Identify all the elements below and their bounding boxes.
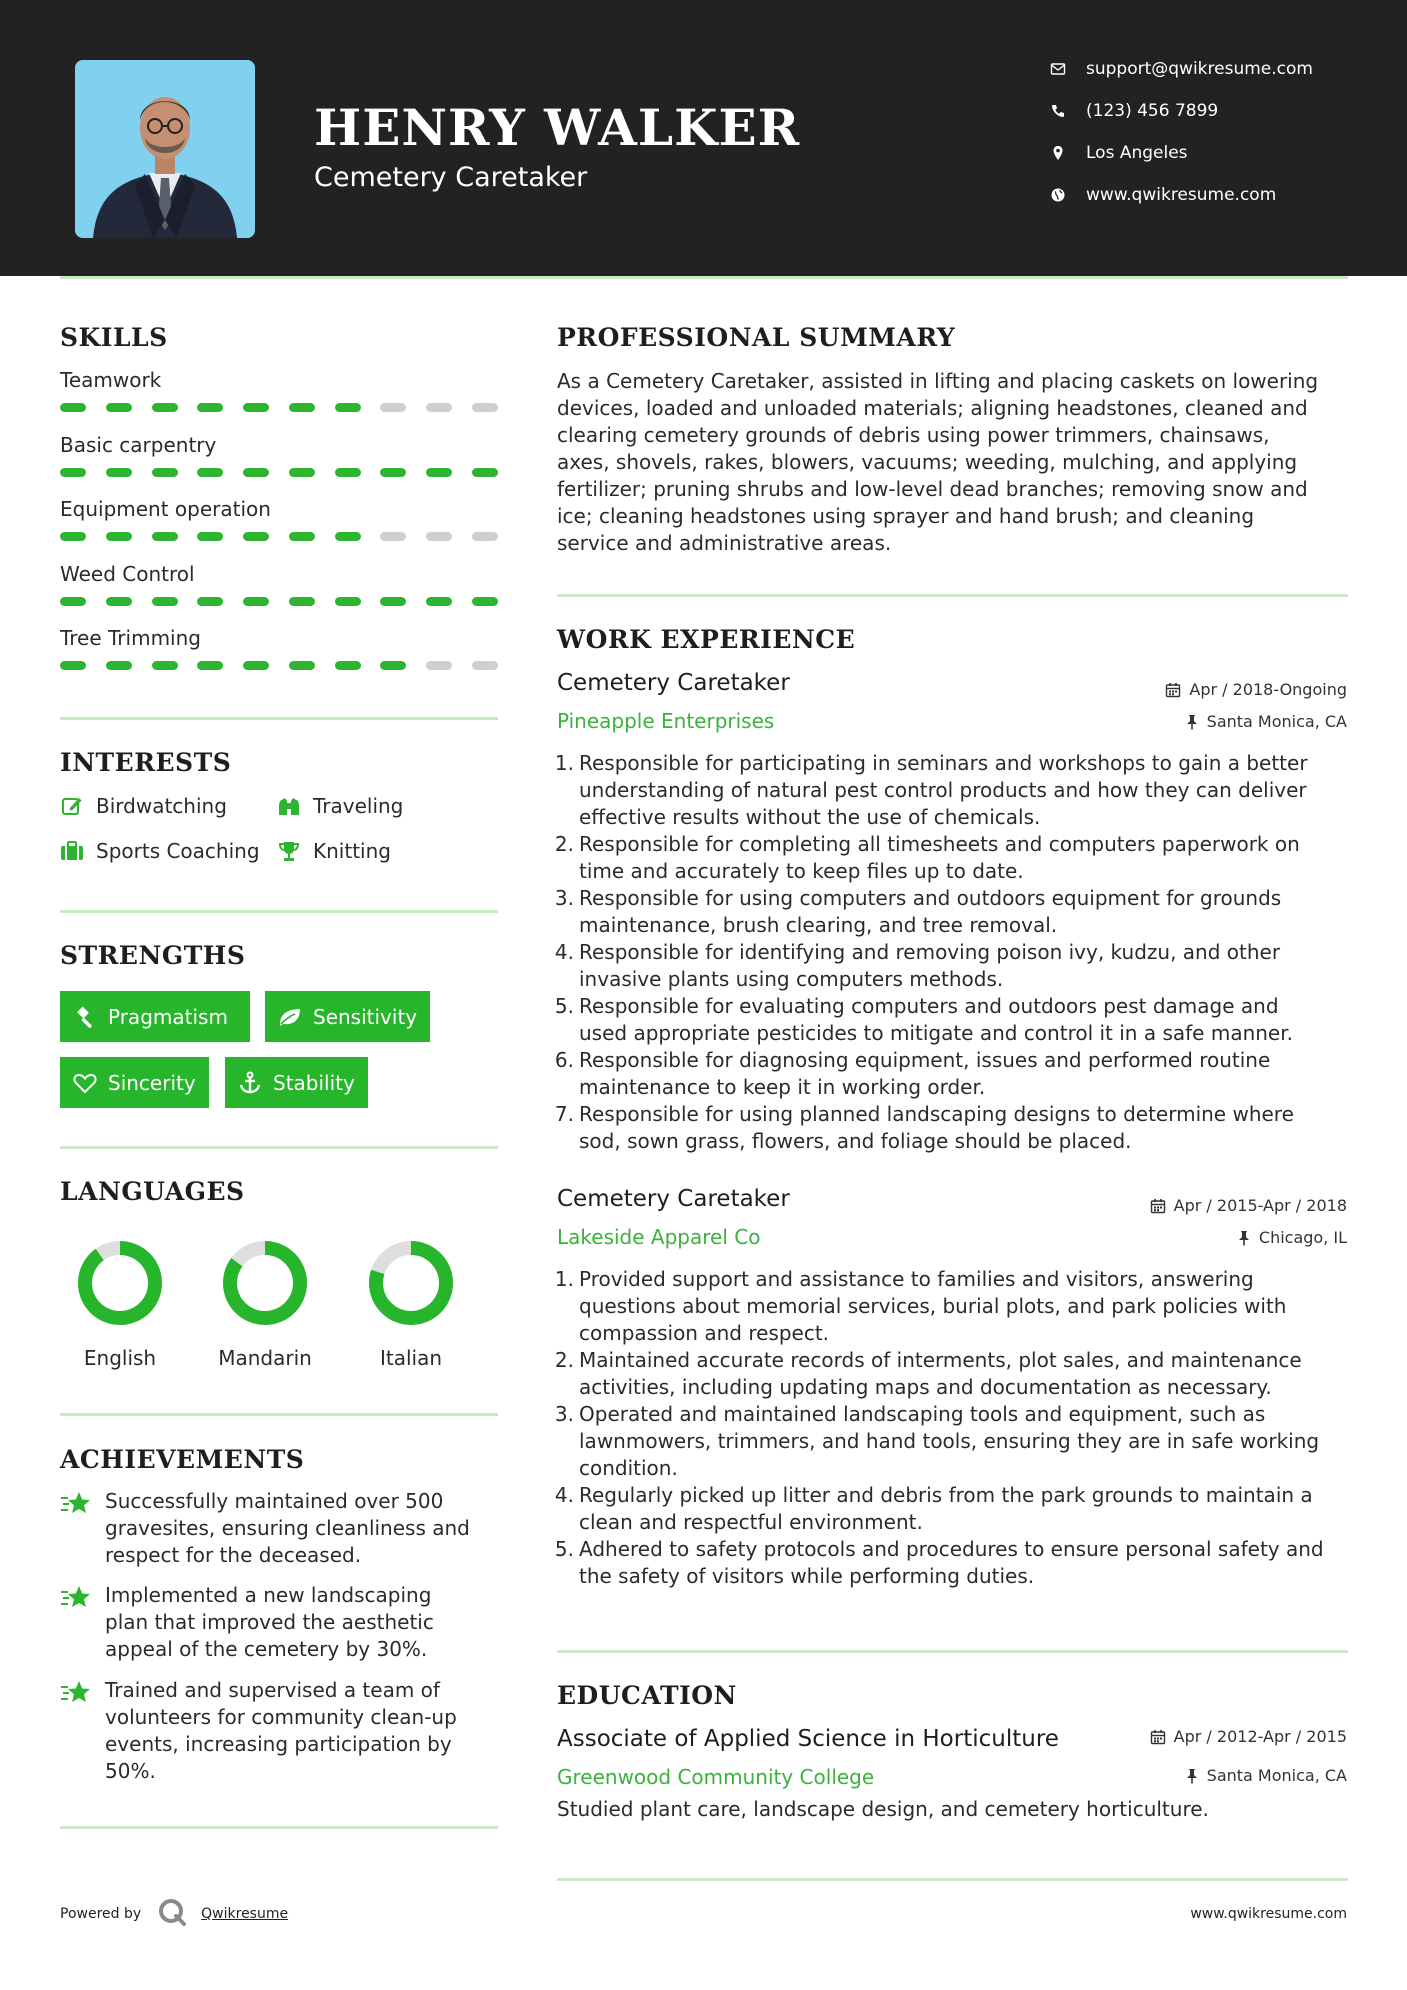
achievement-text-line: events, increasing participation by xyxy=(105,1732,452,1756)
summary-line: service and administrative areas. xyxy=(557,531,892,555)
job-location-text: Santa Monica, CA xyxy=(1206,712,1347,731)
duty-number: 3. xyxy=(554,886,574,910)
skill-level-segment xyxy=(106,532,132,541)
strength-badge xyxy=(225,1057,368,1108)
summary-title: PROFESSIONAL SUMMARY xyxy=(557,323,956,352)
language-level-ring xyxy=(220,1238,310,1328)
envelope-icon xyxy=(1050,61,1066,77)
achievement-text-line: gravesites, ensuring cleanliness and xyxy=(105,1516,470,1540)
duty-text-line: maintenance, brush clearing, and tree removal. xyxy=(579,913,1058,937)
duty-text-line: Provided support and assistance to families and visitors, answering xyxy=(579,1267,1254,1291)
strength-badge xyxy=(60,991,250,1042)
duty-text-line: condition. xyxy=(579,1456,678,1480)
skill-level-segment xyxy=(106,661,132,670)
achievement-text-line: Trained and supervised a team of xyxy=(105,1678,440,1702)
achievement-item xyxy=(60,1488,500,1569)
duty-text-line: compassion and respect. xyxy=(579,1321,830,1345)
achievement-text-line: appeal of the cemetery by 30%. xyxy=(105,1637,428,1661)
profile-photo xyxy=(75,60,255,238)
contact-email[interactable] xyxy=(1050,59,1313,79)
footer-website[interactable]: www.qwikresume.com xyxy=(1190,1906,1347,1922)
duty-text-line: Responsible for evaluating computers and outdoors pest damage and xyxy=(579,994,1279,1018)
interest-label: Traveling xyxy=(313,794,404,818)
language-ring-fill xyxy=(85,1248,155,1318)
education-dates-text: Apr / 2012-Apr / 2015 xyxy=(1173,1727,1347,1746)
contact-email-text: support@qwikresume.com xyxy=(1086,59,1313,79)
education-title: EDUCATION xyxy=(557,1681,737,1710)
skill-level-segment xyxy=(289,532,315,541)
skill-level-segment xyxy=(289,468,315,477)
skill-level-segment xyxy=(152,661,178,670)
skill-level-segment xyxy=(426,597,452,606)
section-divider xyxy=(60,717,498,720)
skill-name: Equipment operation xyxy=(60,497,271,521)
duty-item xyxy=(553,1266,1353,1347)
duty-text-line: lawnmowers, trimmers, and hand tools, ensuring they are in safe working xyxy=(579,1429,1320,1453)
duty-text-line: understanding of natural pest control products and how they can deliver xyxy=(579,778,1307,802)
interest-item xyxy=(277,839,391,863)
duty-text-line: Responsible for identifying and removing poison ivy, kudzu, and other xyxy=(579,940,1281,964)
duty-text xyxy=(579,885,1281,939)
duty-text-line: Responsible for using planned landscaping designs to determine where xyxy=(579,1102,1294,1126)
candidate-role: Cemetery Caretaker xyxy=(314,162,588,193)
achievement-text-line: 50%. xyxy=(105,1759,156,1783)
duty-text-line: time and accurately to keep files up to date. xyxy=(579,859,1024,883)
duty-item xyxy=(553,1101,1353,1155)
skill-level-segment xyxy=(197,661,223,670)
education-dates xyxy=(1150,1727,1347,1746)
skill-level-segment xyxy=(426,403,452,412)
star-icon xyxy=(60,1584,92,1614)
contact-phone-text: (123) 456 7899 xyxy=(1086,101,1219,121)
duty-text-line: Operated and maintained landscaping tools and equipment, such as xyxy=(579,1402,1266,1426)
duty-number: 1. xyxy=(554,751,574,775)
duty-item xyxy=(553,1482,1353,1536)
skill-level-segment xyxy=(335,532,361,541)
language-level-ring xyxy=(75,1238,165,1328)
school-name: Greenwood Community College xyxy=(557,1765,875,1789)
strengths-title: STRENGTHS xyxy=(60,941,246,970)
duty-number: 6. xyxy=(554,1048,574,1072)
section-divider xyxy=(557,1878,1348,1881)
qwikresume-link[interactable]: Qwikresume xyxy=(201,1906,289,1922)
interest-label: Sports Coaching xyxy=(96,839,260,863)
duty-item xyxy=(553,1047,1353,1101)
education-location xyxy=(1185,1766,1347,1785)
language-item xyxy=(205,1238,325,1370)
professional-summary xyxy=(557,368,1347,557)
duty-text-line: Responsible for participating in seminars and workshops to gain a better xyxy=(579,751,1308,775)
achievement-text-line: plan that improved the aesthetic xyxy=(105,1610,434,1634)
duty-text-line: Responsible for diagnosing equipment, issues and performed routine xyxy=(579,1048,1271,1072)
qwikresume-logo-icon xyxy=(157,1897,187,1931)
skill-level-segment xyxy=(243,532,269,541)
skill-level-segment xyxy=(197,532,223,541)
skill-level-segment xyxy=(335,661,361,670)
language-name: Mandarin xyxy=(218,1346,312,1370)
skill-name: Tree Trimming xyxy=(60,626,201,650)
skill-name: Basic carpentry xyxy=(60,432,217,457)
skill-level-segment xyxy=(426,661,452,670)
briefcase-icon xyxy=(60,839,84,863)
section-divider xyxy=(557,1650,1348,1653)
interest-label: Knitting xyxy=(313,839,391,863)
duty-text-line: Adhered to safety protocols and procedures to ensure personal safety and xyxy=(579,1537,1324,1561)
interest-item xyxy=(60,839,260,863)
summary-line: ice; cleaning headstones using sprayer and hand brush; and cleaning xyxy=(557,504,1255,528)
contact-location-text: Los Angeles xyxy=(1086,143,1188,163)
duty-text-line: the safety of visitors while performing duties. xyxy=(579,1564,1035,1588)
interest-item xyxy=(277,794,403,818)
languages-title: LANGUAGES xyxy=(60,1177,245,1206)
interest-item xyxy=(60,794,227,818)
summary-line: As a Cemetery Caretaker, assisted in lifting and placing caskets on lowering xyxy=(557,369,1319,393)
duty-text xyxy=(579,1347,1302,1401)
duty-number: 2. xyxy=(554,832,574,856)
skill-level-segment xyxy=(60,532,86,541)
skill-level-segment xyxy=(289,403,315,412)
summary-line: axes, shovels, rakes, blowers, vacuums; weeding, mulching, and applying xyxy=(557,450,1298,474)
job-title: Cemetery Caretaker xyxy=(557,670,790,696)
duty-number: 2. xyxy=(554,1348,574,1372)
duty-text xyxy=(579,1536,1324,1590)
calendar-icon xyxy=(1165,682,1181,698)
section-divider xyxy=(557,594,1348,597)
candidate-name: HENRY WALKER xyxy=(314,98,801,157)
job-duties xyxy=(553,750,1353,1155)
map-pin-icon xyxy=(1050,145,1066,161)
duty-item xyxy=(553,939,1353,993)
job-dates xyxy=(1150,1196,1347,1215)
duty-text-line: Regularly picked up litter and debris from the park grounds to maintain a xyxy=(579,1483,1313,1507)
calendar-icon xyxy=(1150,1198,1166,1214)
duty-text xyxy=(579,939,1280,993)
skill-level-segment xyxy=(380,597,406,606)
trophy-icon xyxy=(277,839,301,863)
contact-location xyxy=(1050,143,1188,163)
duty-text-line: Responsible for using computers and outdoors equipment for grounds xyxy=(579,886,1282,910)
summary-line: clearing cemetery grounds of debris using power trimmers, chainsaws, xyxy=(557,423,1270,447)
work-experience-title: WORK EXPERIENCE xyxy=(557,625,856,654)
skill-level-segment xyxy=(243,661,269,670)
contact-phone[interactable] xyxy=(1050,101,1218,121)
duty-text xyxy=(579,1101,1294,1155)
skill-level-segment xyxy=(335,403,361,412)
duty-item xyxy=(553,750,1353,831)
duty-text xyxy=(579,1401,1319,1482)
skill-level-segment xyxy=(472,403,498,412)
duty-text xyxy=(579,750,1308,831)
duty-text-line: questions about memorial services, burial plots, and park policies with xyxy=(579,1294,1287,1318)
duty-item xyxy=(553,1401,1353,1482)
skill-level-bar xyxy=(60,403,498,412)
interests-title: INTERESTS xyxy=(60,748,232,777)
skill-level-segment xyxy=(380,468,406,477)
skill-name: Weed Control xyxy=(60,561,195,586)
skill-level-segment xyxy=(243,468,269,477)
skill-level-segment xyxy=(335,597,361,606)
achievement-text-line: respect for the deceased. xyxy=(105,1543,362,1567)
job-location xyxy=(1185,712,1347,731)
strength-label: Sensitivity xyxy=(313,1004,418,1029)
skill-level-segment xyxy=(106,403,132,412)
duty-text-line: invasive plants using computers methods. xyxy=(579,967,1004,991)
duty-text xyxy=(579,1047,1270,1101)
skill-level-segment xyxy=(472,597,498,606)
duty-text xyxy=(579,1266,1286,1347)
binoculars-icon xyxy=(277,794,301,818)
job-dates-text: Apr / 2018-Ongoing xyxy=(1189,680,1347,699)
section-divider xyxy=(60,1826,498,1829)
skill-level-segment xyxy=(289,597,315,606)
duty-text-line: used appropriate pesticides to mitigate and control it in a safe manner. xyxy=(579,1021,1293,1045)
pushpin-icon xyxy=(1185,714,1199,730)
duty-number: 5. xyxy=(554,994,574,1018)
skill-level-segment xyxy=(335,468,361,477)
summary-line: fertilizer; pruning shrubs and low-level dead branches; removing snow and xyxy=(557,477,1308,501)
job-title: Cemetery Caretaker xyxy=(557,1186,790,1212)
duty-number: 1. xyxy=(554,1267,574,1291)
education-location-text: Santa Monica, CA xyxy=(1206,1766,1347,1785)
skill-level-segment xyxy=(197,403,223,412)
duty-item xyxy=(553,831,1353,885)
strength-label: Stability xyxy=(273,1070,355,1095)
anchor-icon xyxy=(237,1070,263,1096)
skill-level-bar xyxy=(60,468,498,477)
skill-level-segment xyxy=(243,403,269,412)
duty-item xyxy=(553,1347,1353,1401)
duty-text-line: Maintained accurate records of interments, plot sales, and maintenance xyxy=(579,1348,1302,1372)
footer-powered-by xyxy=(60,1897,288,1931)
calendar-icon xyxy=(1150,1729,1166,1745)
star-icon xyxy=(60,1490,92,1520)
duty-number: 7. xyxy=(554,1102,574,1126)
heart-icon xyxy=(72,1070,98,1096)
skill-level-bar xyxy=(60,661,498,670)
leaf-icon xyxy=(277,1004,303,1030)
edit-icon xyxy=(60,794,84,818)
achievement-item xyxy=(60,1677,500,1785)
duty-item xyxy=(553,885,1353,939)
degree-title: Associate of Applied Science in Horticulture xyxy=(557,1726,1059,1752)
duty-number: 4. xyxy=(554,940,574,964)
achievements-title: ACHIEVEMENTS xyxy=(60,1445,305,1474)
job-duties xyxy=(553,1266,1353,1590)
section-divider xyxy=(60,1413,498,1416)
skill-level-segment xyxy=(289,661,315,670)
job-dates xyxy=(1165,680,1347,699)
skills-title: SKILLS xyxy=(60,323,168,352)
skill-level-segment xyxy=(197,468,223,477)
duty-text-line: sod, sown grass, flowers, and foliage should be placed. xyxy=(579,1129,1132,1153)
globe-icon xyxy=(1050,187,1066,203)
gavel-icon xyxy=(72,1004,98,1030)
skill-level-segment xyxy=(380,532,406,541)
duty-text xyxy=(579,993,1293,1047)
phone-icon xyxy=(1050,103,1066,119)
language-item xyxy=(60,1238,180,1370)
resume-header xyxy=(0,0,1407,276)
summary-line: devices, loaded and unloaded materials; aligning headstones, cleaned and xyxy=(557,396,1308,420)
duty-text xyxy=(579,831,1300,885)
skill-level-bar xyxy=(60,532,498,541)
header-divider xyxy=(60,276,1348,279)
duty-number: 3. xyxy=(554,1402,574,1426)
language-name: Italian xyxy=(379,1346,443,1370)
duty-number: 5. xyxy=(554,1537,574,1561)
skill-level-bar xyxy=(60,597,498,606)
achievement-text-line: Implemented a new landscaping xyxy=(105,1583,432,1607)
interest-label: Birdwatching xyxy=(96,794,227,818)
skill-level-segment xyxy=(60,468,86,477)
pushpin-icon xyxy=(1185,1768,1199,1784)
skill-level-segment xyxy=(472,661,498,670)
skill-level-segment xyxy=(152,403,178,412)
duty-text-line: effective results without the use of chemicals. xyxy=(579,805,1041,829)
company-name: Lakeside Apparel Co xyxy=(557,1225,761,1249)
duty-text-line: Responsible for completing all timesheets and computers paperwork on xyxy=(579,832,1300,856)
job-dates-text: Apr / 2015-Apr / 2018 xyxy=(1173,1196,1347,1215)
strength-badge xyxy=(265,991,430,1042)
duty-text-line: activities, including updating maps and documentation as necessary. xyxy=(579,1375,1272,1399)
duty-text-line: maintenance to keep it in working order. xyxy=(579,1075,986,1099)
powered-by-text: Powered by xyxy=(60,1906,142,1922)
skill-level-segment xyxy=(60,597,86,606)
skill-level-segment xyxy=(197,597,223,606)
language-item xyxy=(351,1238,471,1370)
duty-number: 4. xyxy=(554,1483,574,1507)
strength-label: Sincerity xyxy=(108,1070,196,1095)
job-location xyxy=(1237,1228,1347,1247)
achievement-text-line: volunteers for community clean-up xyxy=(105,1705,457,1729)
strength-label: Pragmatism xyxy=(108,1004,228,1029)
pushpin-icon xyxy=(1237,1230,1251,1246)
duty-text-line: clean and respectful environment. xyxy=(579,1510,923,1534)
language-name: English xyxy=(83,1346,157,1370)
language-level-ring xyxy=(366,1238,456,1328)
achievement-text-line: Successfully maintained over 500 xyxy=(105,1489,444,1513)
star-icon xyxy=(60,1679,92,1709)
skill-level-segment xyxy=(106,468,132,477)
skill-name: Teamwork xyxy=(60,368,162,392)
skill-level-segment xyxy=(380,661,406,670)
skill-level-segment xyxy=(472,468,498,477)
strength-badge xyxy=(60,1057,209,1108)
skill-level-segment xyxy=(106,597,132,606)
education-description: Studied plant care, landscape design, and cemetery horticulture. xyxy=(557,1797,1209,1821)
duty-item xyxy=(553,993,1353,1047)
job-location-text: Chicago, IL xyxy=(1258,1228,1347,1247)
achievement-item xyxy=(60,1582,500,1663)
skill-level-segment xyxy=(152,597,178,606)
skill-level-segment xyxy=(380,403,406,412)
skill-level-segment xyxy=(60,403,86,412)
skill-level-segment xyxy=(152,468,178,477)
duty-text xyxy=(579,1482,1313,1536)
contact-website[interactable] xyxy=(1050,185,1276,205)
company-name: Pineapple Enterprises xyxy=(557,709,775,733)
skill-level-segment xyxy=(152,532,178,541)
skill-level-segment xyxy=(60,661,86,670)
skill-level-segment xyxy=(243,597,269,606)
duty-item xyxy=(553,1536,1353,1590)
section-divider xyxy=(60,1146,498,1149)
skill-level-segment xyxy=(472,532,498,541)
skill-level-segment xyxy=(426,468,452,477)
section-divider xyxy=(60,910,498,913)
contact-website-text: www.qwikresume.com xyxy=(1086,185,1277,205)
skill-level-segment xyxy=(426,532,452,541)
